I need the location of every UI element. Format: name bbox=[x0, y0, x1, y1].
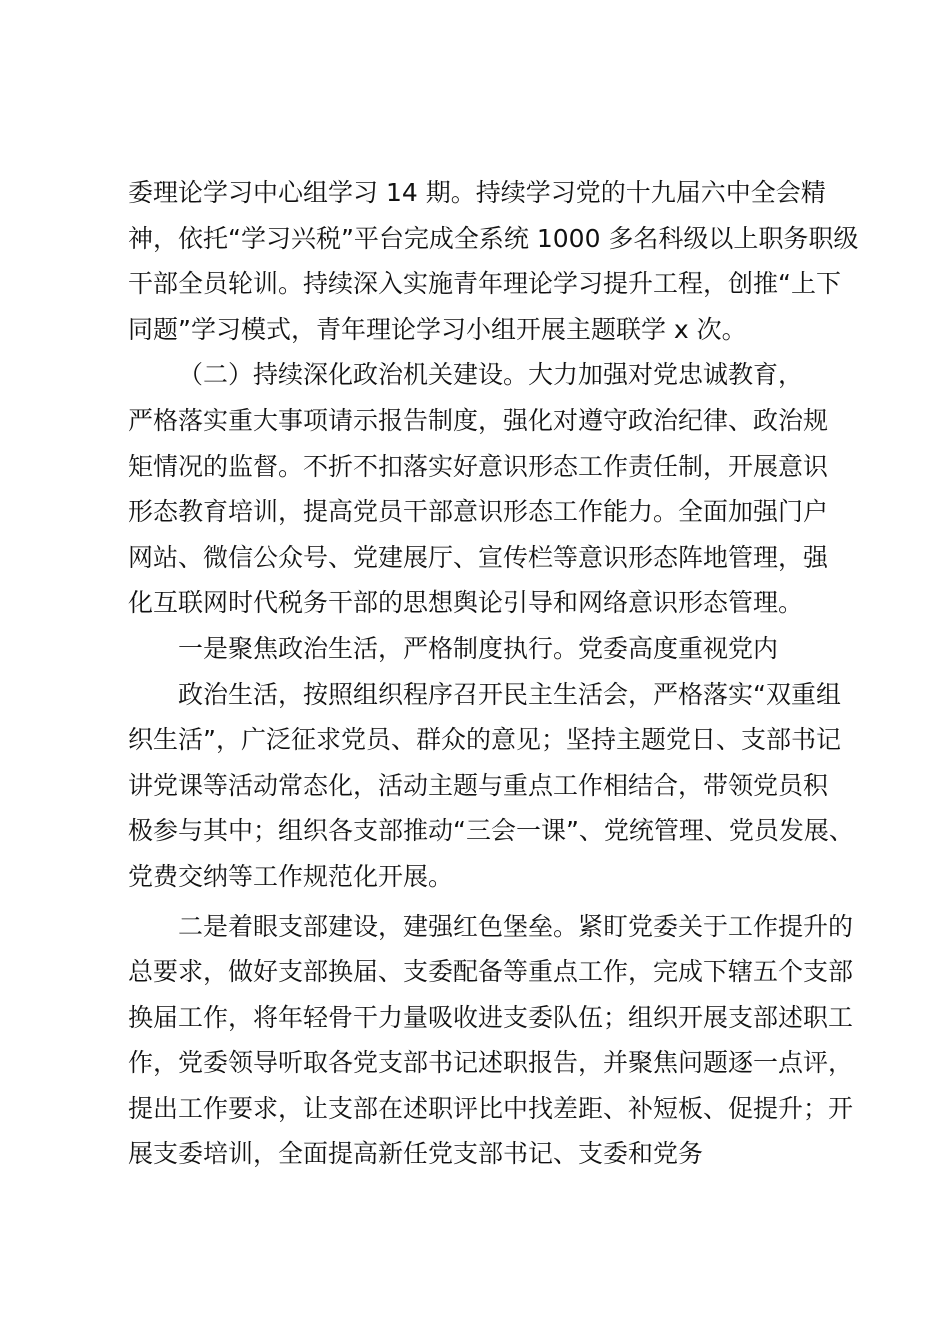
text-line: 织生活”，广泛征求党员、群众的意见；坚持主题党日、支部书记 bbox=[128, 725, 841, 755]
text-line: 换届工作，将年轻骨干力量吸收进支委队伍；组织开展支部述职工 bbox=[128, 1002, 854, 1032]
text-line: 讲党课等活动常态化，活动主题与重点工作相结合，带领党员积 bbox=[128, 770, 829, 800]
paragraph-start-line: 一是聚焦政治生活，严格制度执行。党委高度重视党内 bbox=[178, 633, 779, 663]
text-line: 政治生活，按照组织程序召开民主生活会，严格落实“双重组 bbox=[178, 679, 841, 709]
text-line: 干部全员轮训。持续深入实施青年理论学习提升工程，创推“上下 bbox=[128, 269, 841, 299]
text-line: 委理论学习中心组学习 14 期。持续学习党的十九届六中全会精 bbox=[128, 178, 826, 207]
text-line: 化互联网时代税务干部的思想舆论引导和网络意识形态管理。 bbox=[128, 588, 804, 618]
text-line: 神，依托“学习兴税”平台完成全系统 1000 多名科级以上职务职级 bbox=[128, 223, 859, 253]
text-line: 展支委培训，全面提高新任党支部书记、支委和党务 bbox=[128, 1139, 704, 1169]
text-line: 矩情况的监督。不折不扣落实好意识形态工作责任制，开展意识 bbox=[128, 451, 829, 481]
section-heading-line: （二）持续深化政治机关建设。大力加强对党忠诚教育， bbox=[178, 360, 804, 390]
text-line: 党费交纳等工作规范化开展。 bbox=[128, 861, 454, 891]
text-line: 严格落实重大事项请示报告制度，强化对遵守政治纪律、政治规 bbox=[128, 405, 829, 435]
paragraph-start-line: 二是着眼支部建设，建强红色堡垒。紧盯党委关于工作提升的 bbox=[178, 911, 854, 941]
document-body bbox=[128, 170, 859, 1177]
text-line: 作，党委领导听取各党支部书记述职报告，并聚焦问题逐一点评， bbox=[128, 1048, 854, 1078]
text-line: 提出工作要求，让支部在述职评比中找差距、补短板、促提升；开 bbox=[128, 1093, 854, 1123]
text-line: 形态教育培训，提高党员干部意识形态工作能力。全面加强门户 bbox=[128, 497, 829, 527]
text-line: 极参与其中；组织各支部推动“三会一课”、党统管理、党员发展、 bbox=[128, 816, 854, 846]
text-line: 总要求，做好支部换届、支委配备等重点工作，完成下辖五个支部 bbox=[128, 957, 854, 987]
text-line: 同题”学习模式，青年理论学习小组开展主题联学 x 次。 bbox=[128, 314, 747, 344]
text-line: 网站、微信公众号、党建展厅、宣传栏等意识形态阵地管理，强 bbox=[128, 542, 829, 572]
